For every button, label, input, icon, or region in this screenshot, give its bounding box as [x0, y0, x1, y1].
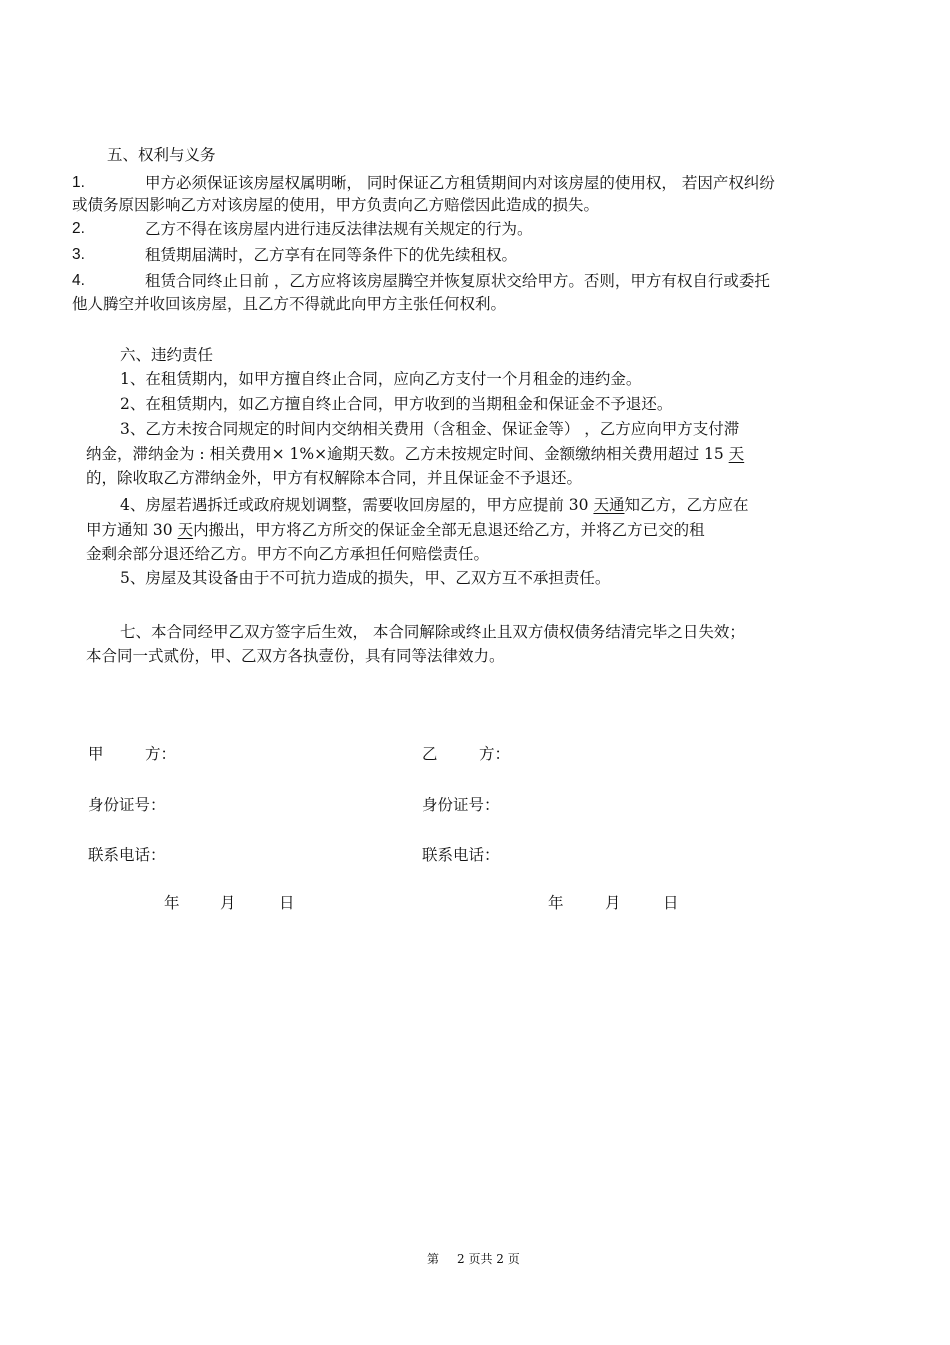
party-a-phone-label: 联系电话： [88, 846, 166, 864]
party-a-year: 年 [164, 894, 180, 912]
party-b-suffix: 方： [479, 745, 511, 763]
item-text: 甲方必须保证该房屋权属明晰， 同时保证乙方租赁期间内对该房屋的使用权， 若因产权纠纷 [145, 174, 775, 192]
clause-4-text: 内搬出，甲方将乙方所交的保证金全部无息退还给乙方，并将乙方已交的租 [193, 521, 705, 539]
party-a-id-label: 身份证号： [88, 796, 166, 814]
section-7-line-2: 本合同一式贰份，甲、乙双方各执壹份，具有同等法律效力。 [86, 647, 505, 665]
clause-1: 1、在租赁期内，如甲方擅自终止合同，应向乙方支付一个月租金的违约金。 [120, 370, 642, 388]
clause-4-line-1 [120, 494, 748, 516]
section-heading-breach: 六、违约责任 [120, 346, 214, 364]
party-b-year: 年 [548, 894, 564, 912]
item-number: 2. [72, 220, 85, 237]
clause-3-underlined: 天 [728, 445, 745, 463]
clause-4-text: 4、房屋若遇拆迁或政府规划调整，需要收回房屋的，甲方应提前 30 [120, 496, 594, 514]
party-a-suffix: 方： [145, 745, 177, 763]
clause-5: 5、房屋及其设备由于不可抗力造成的损失，甲、乙双方互不承担责任。 [120, 569, 611, 587]
clause-4-line-3: 金剩余部分退还给乙方。甲方不向乙方承担任何赔偿责任。 [86, 545, 490, 563]
clause-3-line-1: 3、乙方未按合同规定的时间内交纳相关费用（含租金、保证金等） ，乙方应向甲方支付滞 [120, 420, 740, 438]
party-a-day: 日 [279, 894, 295, 912]
clause-2: 2、在租赁期内，如乙方擅自终止合同，甲方收到的当期租金和保证金不予退还。 [120, 395, 673, 413]
clause-3-line-2 [86, 443, 744, 465]
item-text-continued: 或债务原因影响乙方对该房屋的使用，甲方负责向乙方赔偿因此造成的损失。 [72, 196, 600, 214]
section-heading-rights: 五、权利与义务 [107, 146, 216, 164]
item-number: 3. [72, 246, 85, 263]
item-number: 4. [72, 272, 85, 289]
party-a-label: 甲 [88, 745, 104, 763]
item-text: 乙方不得在该房屋内进行违反法律法规有关规定的行为。 [145, 220, 533, 238]
party-b-month: 月 [605, 894, 621, 912]
party-b-day: 日 [663, 894, 679, 912]
page-number: 2 页共 2 页 [457, 1252, 520, 1266]
party-b-id-label: 身份证号： [422, 796, 500, 814]
party-a-month: 月 [220, 894, 236, 912]
clause-4-line-2 [86, 519, 705, 541]
item-text-continued: 他人腾空并收回该房屋，且乙方不得就此向甲方主张任何权利。 [72, 295, 507, 313]
page-number-prefix: 第 [427, 1252, 440, 1266]
party-b-phone-label: 联系电话： [422, 846, 500, 864]
item-text: 租赁合同终止日前 ，乙方应将该房屋腾空并恢复原状交给甲方。否则，甲方有权自行或委托 [145, 272, 770, 290]
clause-4-underlined: 天 [177, 521, 194, 539]
clause-4-underlined: 天通 [593, 496, 625, 514]
item-text: 租赁期届满时，乙方享有在同等条件下的优先续租权。 [145, 246, 518, 264]
clause-3-line-3: 的，除收取乙方滞纳金外，甲方有权解除本合同，并且保证金不予退还。 [86, 469, 583, 487]
clause-3-text: 纳金，滞纳金为 : 相关费用× 1%×逾期天数。乙方未按规定时间、金额缴纳相关费用超过 15 [86, 445, 729, 463]
clause-4-text: 甲方通知 30 [86, 521, 178, 539]
party-b-label: 乙 [422, 745, 438, 763]
section-7-line-1: 七、本合同经甲乙双方签字后生效， 本合同解除或终止且双方债权债务结清完毕之日失效； [120, 623, 745, 641]
item-number: 1. [72, 174, 85, 191]
clause-4-text: 知乙方，乙方应在 [624, 496, 749, 514]
